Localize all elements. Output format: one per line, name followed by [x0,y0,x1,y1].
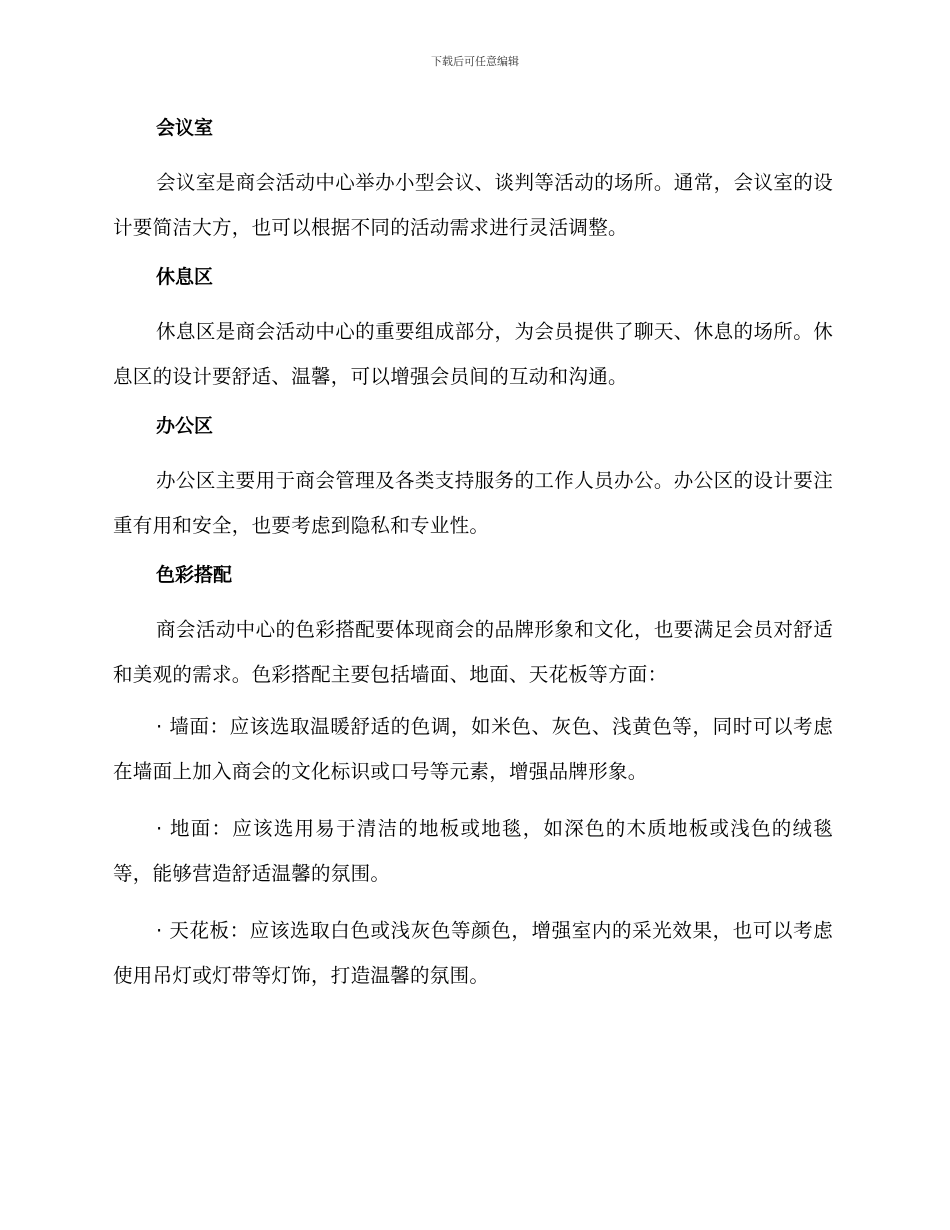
section-heading: 休息区 [156,266,214,288]
section-office [113,406,833,548]
section-heading: 会议室 [156,117,214,139]
page-header: 下载后可任意编辑 [431,55,519,68]
bullet-wall: · 墙面：应该选取温暖舒适的色调，如米色、灰色、浅黄色等，同时可以考虑在墙面上加入商会的文化标识或口号等元素，增强品牌形象。 [113,715,833,783]
section-heading: 色彩搭配 [156,564,233,586]
section-lounge [113,257,833,399]
section-paragraph: 办公区主要用于商会管理及各类支持服务的工作人员办公。办公区的设计要注重有用和安全，也要考虑到隐私和专业性。 [113,469,833,537]
section-paragraph: 会议室是商会活动中心举办小型会议、谈判等活动的场所。通常，会议室的设计要简洁大方，也可以根据不同的活动需求进行灵活调整。 [113,171,833,239]
bullet-floor: · 地面：应该选用易于清洁的地板或地毯，如深色的木质地板或浅色的绒毯等，能够营造舒适温馨的氛围。 [113,817,833,885]
section-heading: 办公区 [156,415,214,437]
section-meeting-room [113,108,833,250]
section-color-scheme [113,555,833,697]
section-paragraph: 休息区是商会活动中心的重要组成部分，为会员提供了聊天、休息的场所。休息区的设计要舒适、温馨，可以增强会员间的互动和沟通。 [113,320,833,388]
color-bullet-list [113,704,833,998]
bullet-ceiling: · 天花板：应该选取白色或浅灰色等颜色，增强室内的采光效果，也可以考虑使用吊灯或灯带等灯饰，打造温馨的氛围。 [113,919,833,987]
section-paragraph: 商会活动中心的色彩搭配要体现商会的品牌形象和文化，也要满足会员对舒适和美观的需求。色彩搭配主要包括墙面、地面、天花板等方面： [113,618,833,686]
document-body [113,108,833,1010]
